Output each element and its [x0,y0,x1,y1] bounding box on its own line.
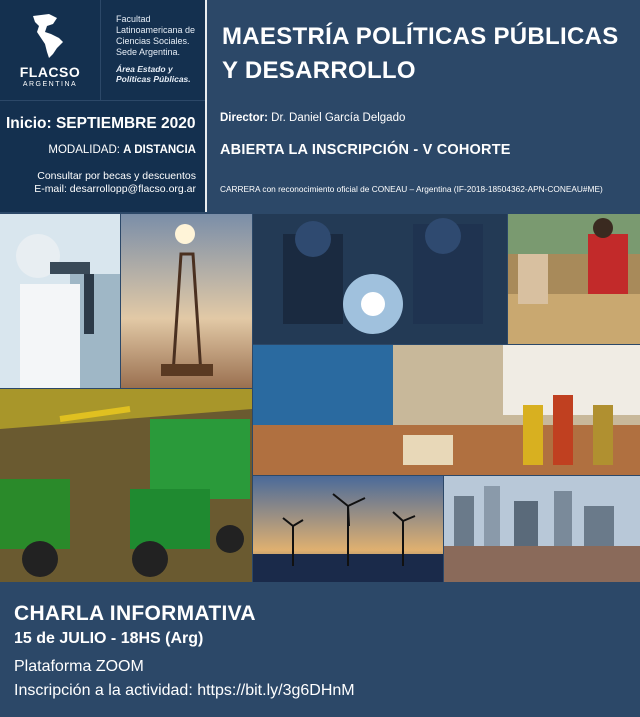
contact-info [0,170,196,196]
photo-market [253,345,640,475]
event-signup-link[interactable]: Inscripción a la actividad: https://bit.ly/3g6DHnM [14,682,355,699]
modality [0,144,196,156]
americas-map-icon [27,12,73,60]
institution-line: Latinoamericana de [116,25,196,35]
modality-value: A DISTANCIA [123,144,196,156]
director [220,112,405,124]
institution-name [116,14,204,58]
enrollment-open: ABIERTA LA INSCRIPCIÓN - V COHORTE [220,142,511,158]
director-name: Dr. Daniel García Delgado [271,112,406,124]
scholarship-note: Consultar por becas y descuentos [37,170,196,182]
area-line: Área Estado y [116,64,173,74]
event-title: CHARLA INFORMATIVA [14,602,256,625]
institution-line: Ciencias Sociales. [116,36,190,46]
logo-wordmark: FLACSO [19,64,81,80]
modality-label: MODALIDAD: [48,144,120,156]
photo-lab-scientist [0,214,120,388]
institution-line: Facultad [116,14,151,24]
director-label: Director: [220,112,268,124]
logo-box [0,0,100,100]
divider [205,0,207,212]
area-name [116,64,204,84]
event-date: 15 de JULIO - 18HS (Arg) [14,630,204,647]
start-date: Inicio: SEPTIEMBRE 2020 [6,115,196,132]
event-platform: Plataforma ZOOM [14,658,144,675]
contact-email[interactable]: E-mail: desarrollopp@flacso.org.ar [34,183,196,195]
area-line: Políticas Públicas. [116,74,191,84]
logo-country: ARGENTINA [22,81,78,88]
title-line: MAESTRÍA POLÍTICAS PÚBLICAS [222,23,619,50]
program-title [222,20,632,88]
institution-line: Sede Argentina. [116,47,181,57]
photo-farmers [508,214,640,344]
photo-welders [253,214,507,344]
photo-city [444,476,640,582]
photo-oil-rig [121,214,252,388]
photo-renewable-energy [253,476,443,582]
accreditation-note: CARRERA con reconocimiento oficial de CONEAU – Argentina (IF-2018-18504362-APN-CONEAU#ME) [220,184,603,194]
title-line: Y DESARROLLO [222,57,416,84]
photo-harvester [0,389,252,582]
